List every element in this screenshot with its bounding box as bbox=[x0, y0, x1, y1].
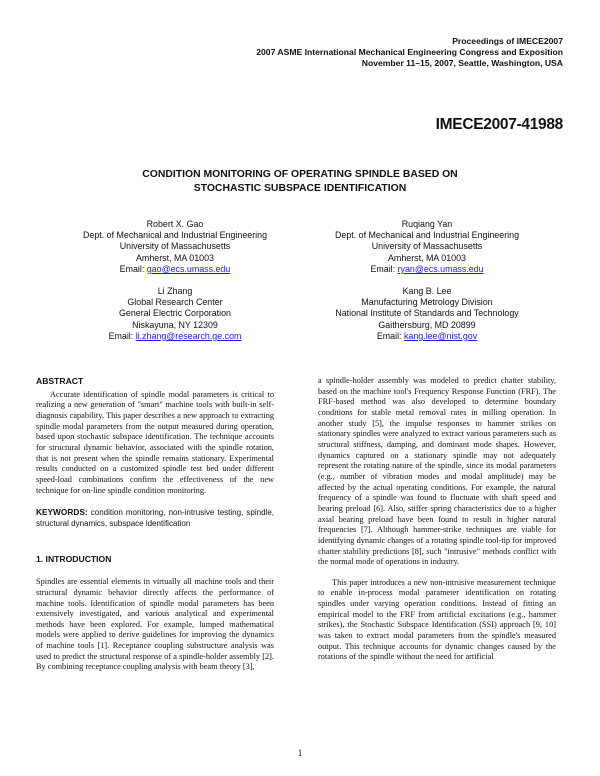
page-number: 1 bbox=[297, 748, 303, 758]
author-name: Kang B. Lee bbox=[402, 286, 452, 296]
title-line-2: STOCHASTIC SUBSPACE IDENTIFICATION bbox=[193, 183, 407, 194]
title-line-1: CONDITION MONITORING OF OPERATING SPINDLE BASED ON bbox=[142, 169, 458, 180]
author-email-row bbox=[302, 331, 552, 342]
author-email-row bbox=[302, 264, 552, 275]
author-email-link[interactable]: li.zhang@research.ge.com bbox=[135, 330, 242, 341]
author-name: Robert X. Gao bbox=[146, 219, 204, 229]
proceedings-line: Proceedings of IMECE2007 bbox=[452, 36, 563, 46]
introduction-paragraph-1: Spindles are essential elements in virtually all machine tools and their structural dynamic behavior directly affects the performance of machine tools. Identification of spindle modal parameters has been extensively investigated, and various analytical and experimental methods have been explored. For example, lumped mathematical models were applied to derive guidelines for improving the dynamics of machine tools [1]. Receptance coupling substructure analysis was used to predict the structural response of a spindle-holder assembly [2]. By combining receptance coupling analysis with beam theory [3], bbox=[36, 577, 274, 672]
author-dept: Dept. of Mechanical and Industrial Engineering bbox=[82, 230, 268, 241]
author-block-4 bbox=[302, 286, 552, 342]
author-dept: Manufacturing Metrology Division bbox=[361, 297, 493, 308]
author-name: Ruqiang Yan bbox=[401, 219, 453, 229]
author-block-3 bbox=[50, 286, 300, 342]
author-org: General Electric Corporation bbox=[119, 308, 231, 319]
introduction-heading: 1. INTRODUCTION bbox=[36, 553, 112, 564]
email-label: Email: bbox=[370, 263, 398, 274]
author-name: Li Zhang bbox=[157, 286, 193, 296]
dates-line: November 11–15, 2007, Seattle, Washington, USA bbox=[361, 58, 563, 68]
body-paragraph-1: a spindle-holder assembly was modeled to predict chatter stability, based on the machine tool's Frequency Response Function (FRF). The FRF-based method was also developed to determine boundary conditions for stable metal removal rates in milling operation. In another study [5], the impulse responses to hammer strikes on stationary spindles were analyzed to extract various parameters such as structural stiffness, damping, and dominant mode shapes. However, dynamics captured on a stationary spindle may not adequately represent the rotating nature of the spindle, since its modal parameters (e.g., number of vibration modes and modal amplitude) may be affected by the actual operating conditions. For example, the natural frequency of a spindle was found to fluctuate with shaft speed and bearing preload [6]. Also, stiffer spring characteristics due to a higher axial bearing preload have been found to result in higher natural frequencies [7]. Although hammer-strike techniques are viable for identifying dynamic changes of a rotating spindle tool-tip for improved chatter stability predictions [8], such "intrusive" methods conflict with the normal mode of operations in industry. bbox=[318, 376, 556, 567]
author-dept: Dept. of Mechanical and Industrial Engineering bbox=[334, 230, 520, 241]
author-city: Gaithersburg, MD 20899 bbox=[378, 319, 476, 330]
keywords-text: condition monitoring, non-intrusive testing, spindle, structural dynamics, subspace identification bbox=[36, 508, 274, 528]
right-column bbox=[318, 376, 556, 663]
author-city: Amherst, MA 01003 bbox=[388, 252, 466, 263]
author-city: Niskayuna, NY 12309 bbox=[132, 319, 218, 330]
congress-line: 2007 ASME International Mechanical Engineering Congress and Exposition bbox=[256, 47, 563, 57]
left-column bbox=[36, 376, 274, 673]
author-email-link[interactable]: kang.lee@nist.gov bbox=[403, 330, 478, 341]
body-paragraph-2: This paper introduces a new non-intrusive measurement technique to enable in-process modal parameter identification on rotating spindles under varying operation conditions. Instead of fitting an empirical model to the FRF from artificial excitations (e.g., hammer strikes), the Stochastic Subspace Identification (SSI) approach [9, 10] was taken to extract modal parameters from the spindle's measured output. This technique accounts for dynamic changes caused by the rotations of the spindle without the need for artificial bbox=[318, 577, 556, 662]
author-dept: Global Research Center bbox=[127, 297, 223, 308]
paper-id: IMECE2007-41988 bbox=[435, 116, 563, 133]
author-block-1 bbox=[50, 219, 300, 275]
conference-header bbox=[3, 36, 563, 69]
email-label: Email: bbox=[119, 263, 147, 274]
author-org: University of Massachusetts bbox=[119, 241, 231, 252]
abstract-text: Accurate identification of spindle modal parameters is critical to realizing a new generation of "smart" machine tools with built-in self-diagnosis capability. This paper describes a new approach to extracting spindle modal parameters from the output measured during operation, based upon stochastic subspace identification. The technique accounts for structural dynamic behavior, associated with the spindle rotation, that is not present when the spindle remains stationary. Experimental results conducted on a customized spindle test bed under different speed-load combinations confirm the effectiveness of the new technique for on-line spindle condition monitoring. bbox=[36, 389, 274, 495]
author-email-row bbox=[50, 331, 300, 342]
author-city: Amherst, MA 01003 bbox=[136, 252, 214, 263]
email-label: Email: bbox=[376, 330, 404, 341]
email-label: Email: bbox=[108, 330, 136, 341]
author-email-row bbox=[50, 264, 300, 275]
author-block-2 bbox=[302, 219, 552, 275]
paper-title bbox=[80, 168, 520, 196]
author-org: National Institute of Standards and Technology bbox=[335, 308, 519, 319]
abstract-heading: ABSTRACT bbox=[36, 376, 84, 386]
keywords-label: KEYWORDS: bbox=[36, 507, 88, 518]
author-org: University of Massachusetts bbox=[371, 241, 483, 252]
author-email-link[interactable]: ryan@ecs.umass.edu bbox=[397, 263, 484, 274]
keywords-paragraph bbox=[36, 507, 274, 529]
author-email-link[interactable]: gao@ecs.umass.edu bbox=[146, 263, 231, 274]
